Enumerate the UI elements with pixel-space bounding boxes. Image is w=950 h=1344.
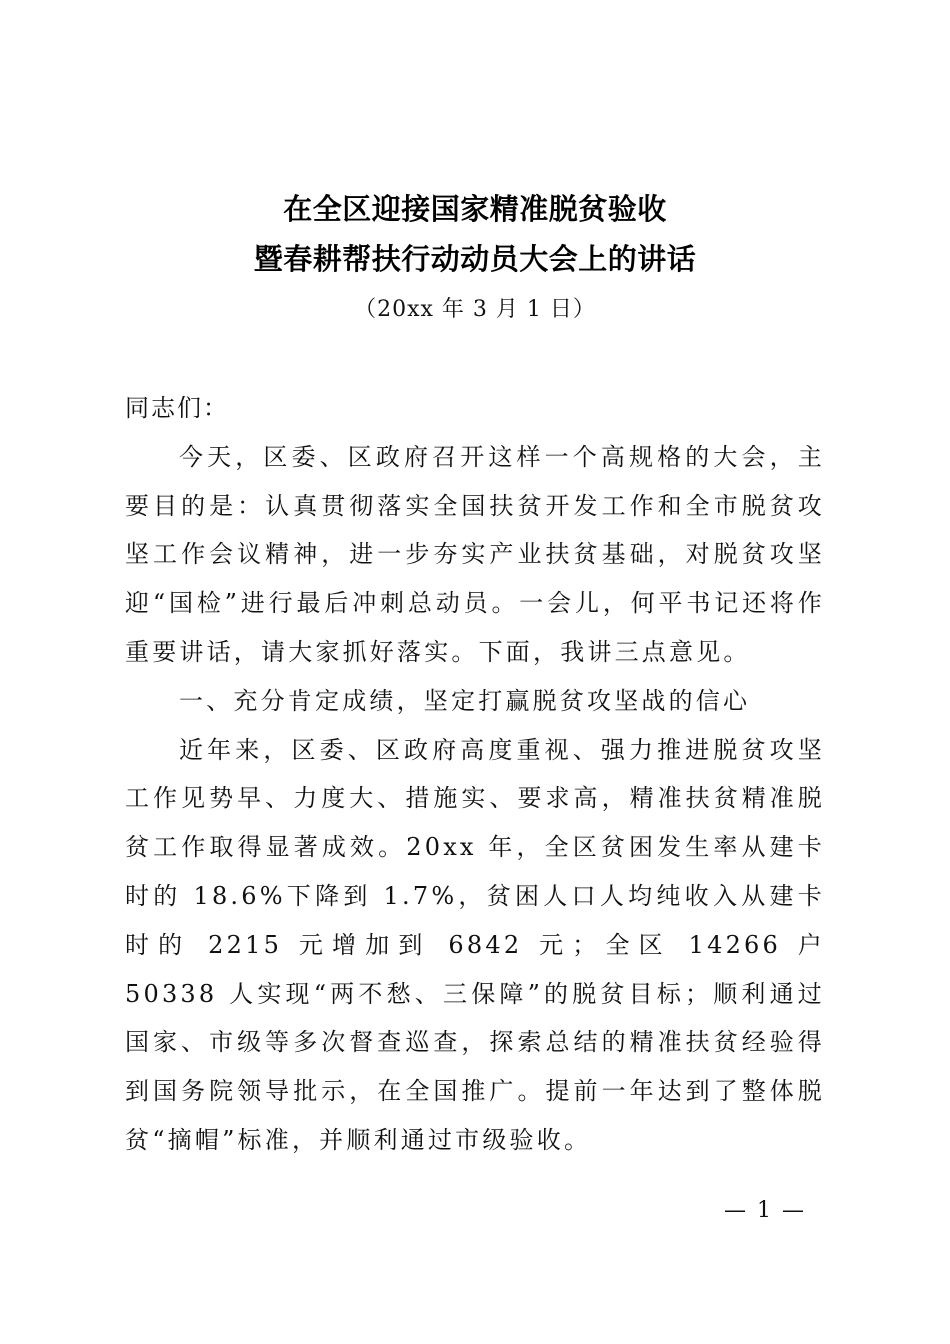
paragraph-achievements: 近年来，区委、区政府高度重视、强力推进脱贫攻坚工作见势早、力度大、措施实、要求高，精准扶贫精准脱贫工作取得显著成效。20xx 年，全区贫困发生率从建卡时的 18.6%下降到 1.7%，贫困人口人均纯收入从建卡时的 2215 元增加到 6842 元；全区 14266 户 50338 人实现“两不愁、三保障”的脱贫目标；顺利通过国家、市级等多次督查巡查，探索总结的精准扶贫经验得到国务院领导批示，在全国推广。提前一年达到了整体脱贫“摘帽”标准，并顺利通过市级验收。 [125, 735, 825, 1154]
page-number: — 1 — [724, 1198, 806, 1223]
section-heading-1: 一、充分肯定成绩，坚定打赢脱贫攻坚战的信心 [179, 686, 751, 715]
title-line-1: 在全区迎接国家精准脱贫验收 [283, 192, 667, 226]
paragraph-opening: 今天，区委、区政府召开这样一个高规格的大会，主要目的是：认真贯彻落实全国扶贫开发工作和全市脱贫攻坚工作会议精神，进一步夯实产业扶贫基础，对脱贫攻坚迎“国检”进行最后冲刺总动员。一会儿，何平书记还将作重要讲话，请大家抓好落实。下面，我讲三点意见。 [125, 442, 825, 666]
speech-body [125, 384, 825, 1165]
title-line-2: 暨春耕帮扶行动动员大会上的讲话 [253, 242, 697, 276]
title-block [0, 184, 950, 328]
salutation: 同志们： [125, 394, 229, 422]
speech-date: （20xx 年 3 月 1 日） [354, 297, 596, 322]
